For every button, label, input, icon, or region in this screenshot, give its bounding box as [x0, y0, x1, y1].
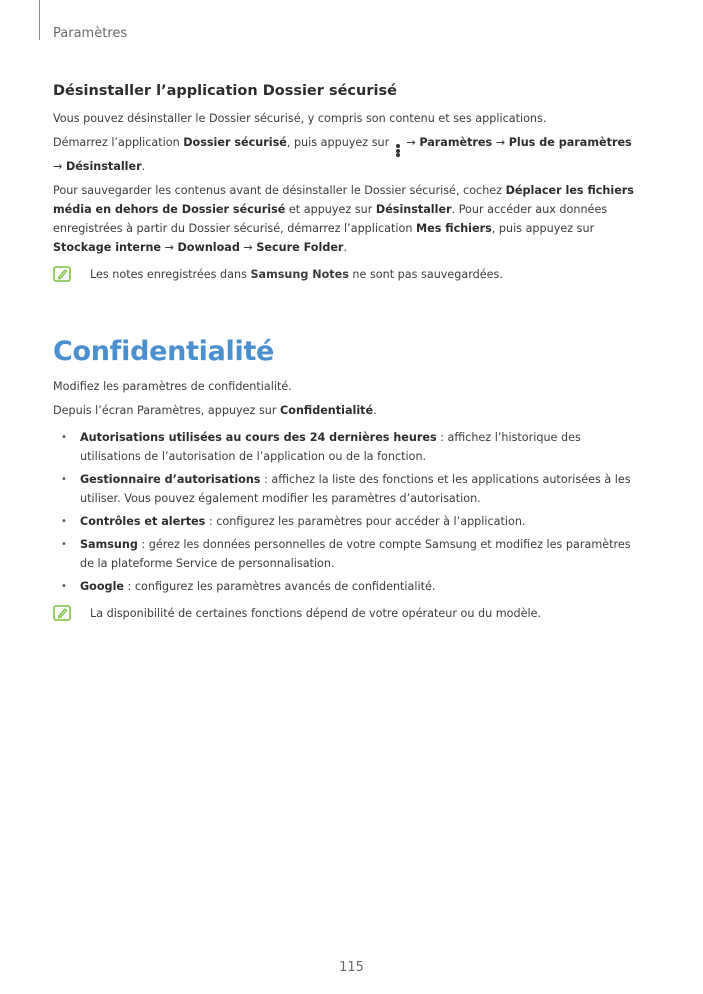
bullet-icon: • [61, 539, 67, 550]
privacy-bullet-list [53, 428, 643, 596]
bullet-icon: • [61, 581, 67, 592]
list-item: • Gestionnaire d’autorisations : affichez la liste des fonctions et les applications autorisées à les utiliser. Vous pouvez également modifier les paramètres d’autorisation. [53, 470, 643, 508]
bullet-icon: • [61, 432, 67, 443]
paragraph: Démarrez l’application Dossier sécurisé, puis appuyez sur → Paramètres → Plus de paramètres → Désinstaller. [53, 136, 632, 173]
note-pencil-icon [53, 266, 71, 282]
running-header: Paramètres [53, 26, 128, 41]
bullet-icon: • [61, 474, 67, 485]
paragraph: Modifiez les paramètres de confidentialité. [53, 380, 292, 393]
paragraph: Vous pouvez désinstaller le Dossier sécurisé, y compris son contenu et ses applications. [53, 112, 547, 125]
bullet-icon: • [61, 516, 67, 527]
header-rule [39, 0, 40, 40]
more-options-icon [396, 144, 400, 157]
paragraph: Depuis l’écran Paramètres, appuyez sur Confidentialité. [53, 404, 377, 417]
section-title-privacy: Confidentialité [53, 336, 275, 367]
list-item: • Autorisations utilisées au cours des 24 dernières heures : affichez l’historique des utilisations de l’autorisation de l’application ou de la fonction. [53, 428, 643, 466]
list-item: • Samsung : gérez les données personnelles de votre compte Samsung et modifiez les paramètres de la plateforme Service de personnalisation. [53, 535, 643, 573]
note-text: La disponibilité de certaines fonctions dépend de votre opérateur ou du modèle. [90, 607, 542, 620]
note [53, 604, 643, 623]
section-title-uninstall: Désinstaller l’application Dossier sécurisé [53, 83, 397, 99]
note-pencil-icon [53, 605, 71, 621]
list-item: • Contrôles et alertes : configurez les paramètres pour accéder à l’application. [53, 512, 643, 531]
note-text: Les notes enregistrées dans Samsung Notes ne sont pas sauvegardées. [90, 268, 503, 281]
page-number: 115 [339, 960, 364, 975]
paragraph: Pour sauvegarder les contenus avant de désinstaller le Dossier sécurisé, cochez Déplacer les fichiers média en dehors de Dossier sécurisé et appuyez sur Désinstaller. Pour accéder aux données enregistrées à partir du Dossier sécurisé, démarrez l’application Mes fichiers, puis appuyez sur Stockage interne → Download → Secure Folder. [53, 184, 634, 254]
list-item: • Google : configurez les paramètres avancés de confidentialité. [53, 577, 643, 596]
note [53, 265, 643, 284]
page-content [53, 83, 643, 623]
